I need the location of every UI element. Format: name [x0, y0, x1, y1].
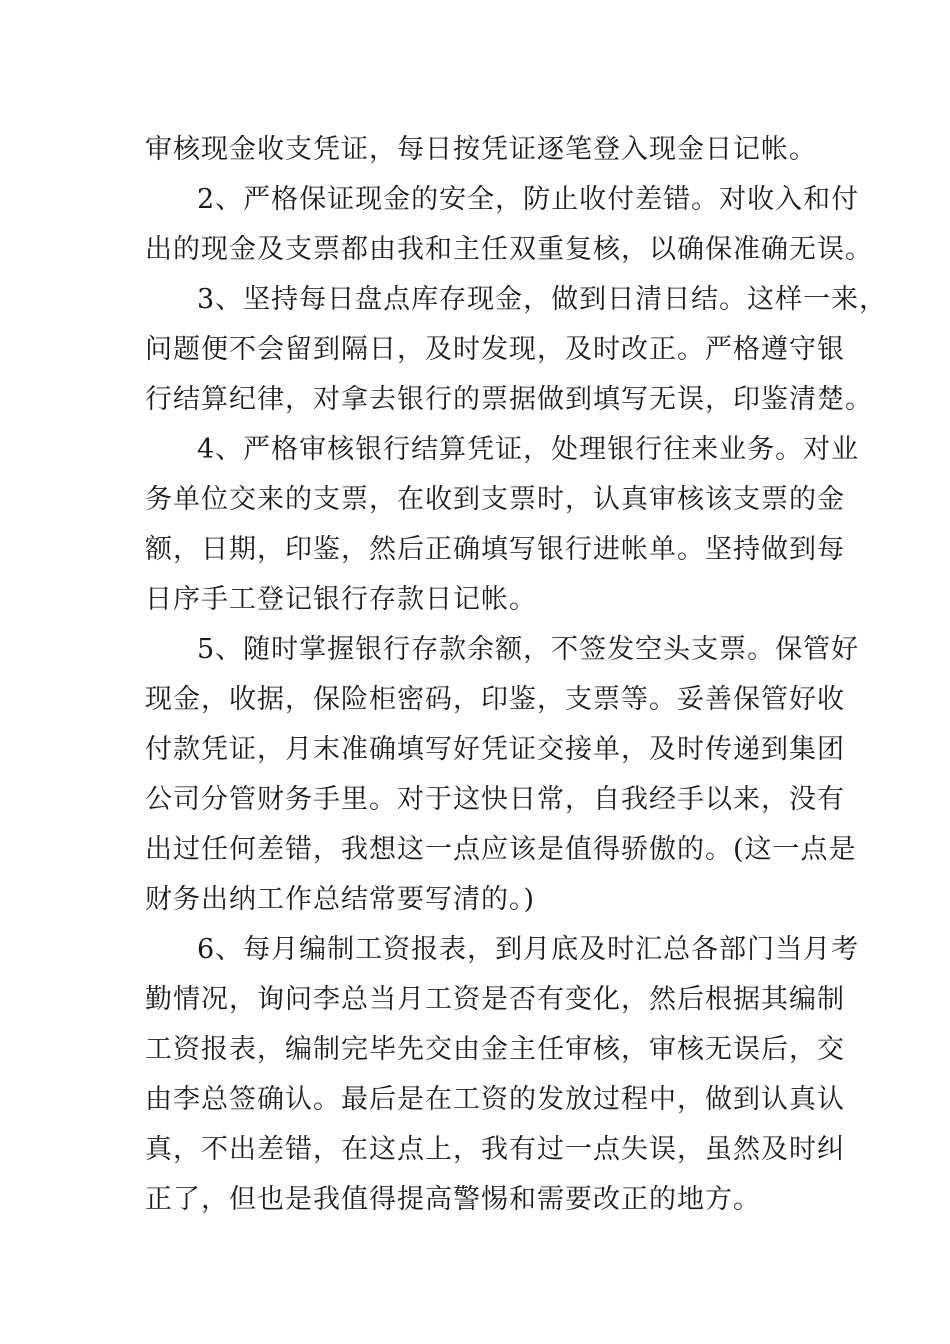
- paragraph-3-line: 3、坚持每日盘点库存现金，做到日清日结。这样一来，: [197, 284, 888, 315]
- text-line: 出的现金及支票都由我和主任双重复核，以确保准确无误。: [145, 234, 873, 265]
- text-line: 正了，但也是我值得提高警惕和需要改正的地方。: [145, 1184, 761, 1215]
- text-line: 财务出纳工作总结常要写清的。): [145, 884, 536, 915]
- text-line: 问题便不会留到隔日，及时发现，及时改正。严格遵守银: [145, 334, 845, 365]
- paragraph-2-line: 2、严格保证现金的安全，防止收付差错。对收入和付: [197, 184, 860, 215]
- text-line: 额，日期，印鉴，然后正确填写银行进帐单。坚持做到每: [145, 534, 845, 565]
- paragraph-5-line: 5、随时掌握银行存款余额，不签发空头支票。保管好: [197, 634, 860, 665]
- text-line: 勤情况，询问李总当月工资是否有变化，然后根据其编制: [145, 984, 845, 1015]
- text-line: 付款凭证，月末准确填写好凭证交接单，及时传递到集团: [145, 734, 845, 765]
- paragraph-6-line: 6、每月编制工资报表，到月底及时汇总各部门当月考: [197, 934, 860, 965]
- text-line: 审核现金收支凭证，每日按凭证逐笔登入现金日记帐。: [145, 134, 817, 165]
- text-line: 现金，收据，保险柜密码，印鉴，支票等。妥善保管好收: [145, 684, 845, 715]
- text-line: 真，不出差错，在这点上，我有过一点失误，虽然及时纠: [145, 1134, 845, 1165]
- text-line: 务单位交来的支票，在收到支票时，认真审核该支票的金: [145, 484, 845, 515]
- text-line: 工资报表，编制完毕先交由金主任审核，审核无误后，交: [145, 1034, 845, 1065]
- text-line: 公司分管财务手里。对于这快日常，自我经手以来，没有: [145, 784, 845, 815]
- text-line: 行结算纪律，对拿去银行的票据做到填写无误，印鉴清楚。: [145, 384, 873, 415]
- paragraph-4-line: 4、严格审核银行结算凭证，处理银行往来业务。对业: [197, 434, 860, 465]
- text-line: 日序手工登记银行存款日记帐。: [145, 584, 537, 615]
- text-line: 由李总签确认。最后是在工资的发放过程中，做到认真认: [145, 1084, 845, 1115]
- text-line: 出过任何差错，我想这一点应该是值得骄傲的。(这一点是: [145, 834, 857, 865]
